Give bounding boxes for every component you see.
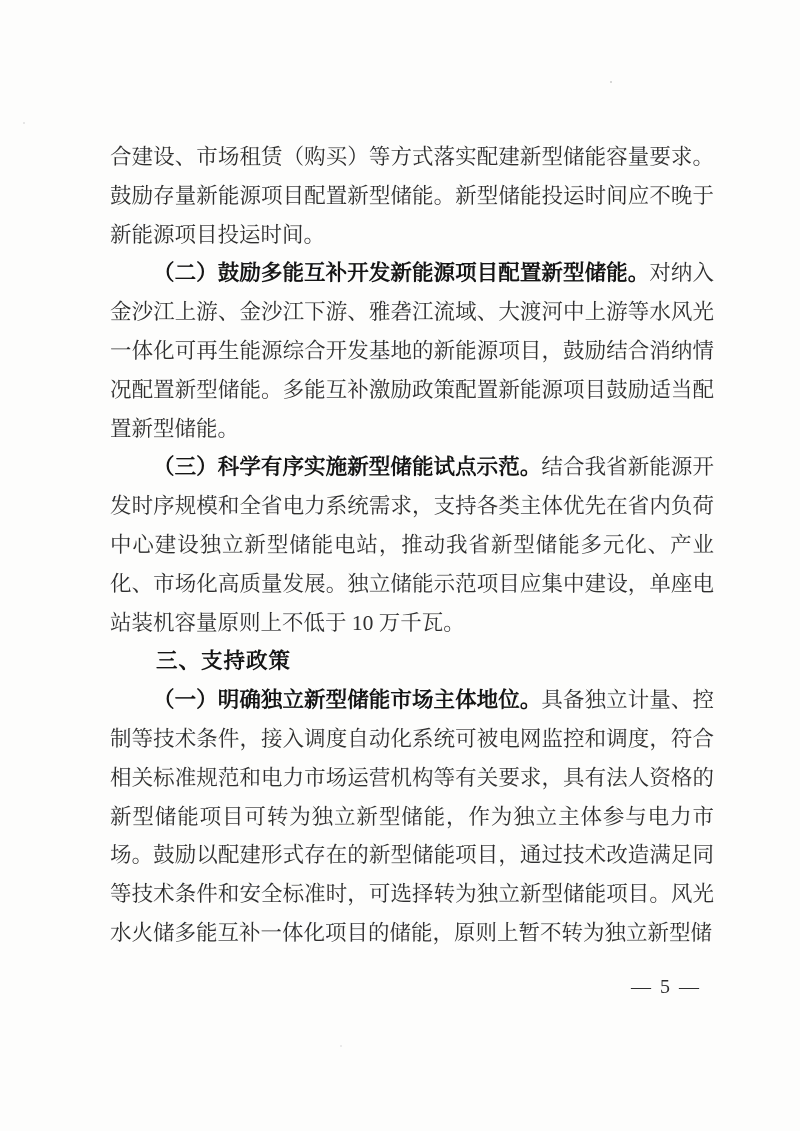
section-heading-support-policy: 三、支持政策 <box>156 649 292 674</box>
paragraph-item-3 <box>110 448 714 642</box>
paragraph-text: 对纳入金沙江上游、金沙江下游、雅砻江流域、大渡河中上游等水风光一体化可再生能源综合开发基地的新能源项目，鼓励结合消纳情况配置新型储能。多能互补激励政策配置新能源项目鼓励适当配置新型储能。 <box>110 261 714 441</box>
scan-speck <box>23 122 25 124</box>
scan-speck <box>610 81 612 83</box>
page-number: — 5 — <box>631 976 701 998</box>
paragraph-lead-bold: （三）科学有序实施新型储能试点示范。 <box>153 455 542 480</box>
paragraph-lead-bold: （一）明确独立新型储能市场主体地位。 <box>153 688 542 713</box>
paragraph-lead-bold: （二）鼓励多能互补开发新能源项目配置新型储能。 <box>153 261 650 286</box>
paragraph-continuation <box>110 138 714 254</box>
paragraph-text: 结合我省新能源开发时序规模和全省电力系统需求，支持各类主体优先在省内负荷中心建设独立新型储能电站，推动我省新型储能多元化、产业化、市场化高质量发展。独立储能示范项目应集中建设，单座电站装机容量原则上不低于 10 万千瓦。 <box>110 455 714 635</box>
document-body <box>110 138 714 953</box>
paragraph-item-1-support <box>110 681 714 953</box>
paragraph-item-2 <box>110 254 714 448</box>
paragraph-text: 合建设、市场租赁（购买）等方式落实配建新型储能容量要求。鼓励存量新能源项目配置新型储能。新型储能投运时间应不晚于新能源项目投运时间。 <box>110 145 714 247</box>
paragraph-text: 具备独立计量、控制等技术条件，接入调度自动化系统可被电网监控和调度，符合相关标准规范和电力市场运营机构等有关要求，具有法人资格的新型储能项目可转为独立新型储能，作为独立主体参与电力市场。鼓励以配建形式存在的新型储能项目，通过技术改造满足同等技术条件和安全标准时，可选择转为独立新型储能项目。风光水火储多能互补一体化项目的储能，原则上暂不转为独立新型储 <box>110 688 714 945</box>
scan-speck <box>340 1045 342 1047</box>
